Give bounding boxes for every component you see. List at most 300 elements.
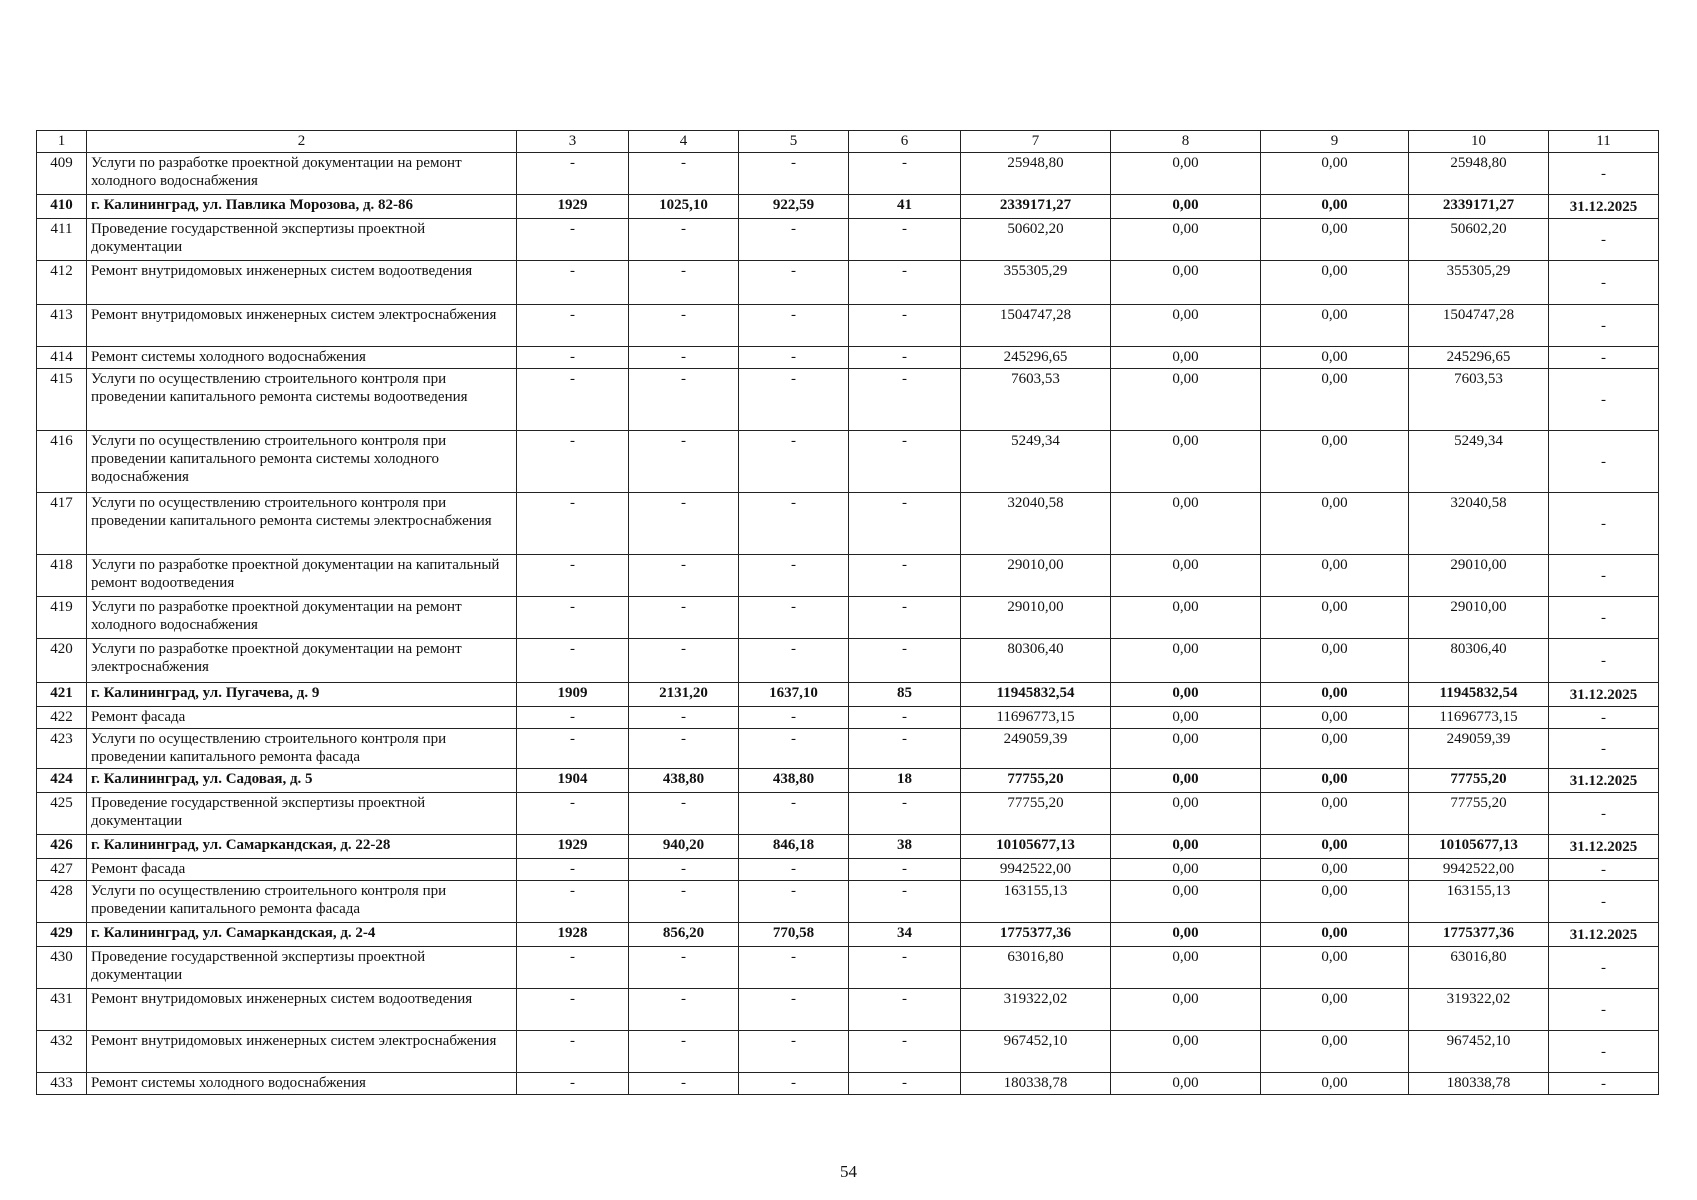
col-7-value: 77755,20 — [961, 769, 1111, 793]
col-6-value: 34 — [849, 923, 961, 947]
col-7-value: 5249,34 — [961, 431, 1111, 493]
col-9-value: 0,00 — [1261, 493, 1409, 555]
col-8-value: 0,00 — [1111, 947, 1261, 989]
col-11-value: - — [1549, 369, 1659, 431]
col-7-value: 319322,02 — [961, 989, 1111, 1031]
col-11-value: - — [1549, 947, 1659, 989]
col-10-value: 63016,80 — [1409, 947, 1549, 989]
row-number: 432 — [37, 1031, 87, 1073]
col-6-value: - — [849, 1031, 961, 1073]
col-10-value: 77755,20 — [1409, 769, 1549, 793]
col-8-value: 0,00 — [1111, 493, 1261, 555]
column-number-header-row — [37, 131, 1659, 153]
row-number: 411 — [37, 219, 87, 261]
col-8-value: 0,00 — [1111, 793, 1261, 835]
col-4-value: - — [629, 1031, 739, 1073]
table-row — [37, 1073, 1659, 1095]
table-row — [37, 947, 1659, 989]
col-11-value: - — [1549, 729, 1659, 769]
col-7-value: 50602,20 — [961, 219, 1111, 261]
col-4-value: - — [629, 555, 739, 597]
row-number: 433 — [37, 1073, 87, 1095]
col-7-value: 32040,58 — [961, 493, 1111, 555]
col-7-value: 1775377,36 — [961, 923, 1111, 947]
item-name: Ремонт внутридомовых инженерных систем водоотведения — [87, 989, 517, 1031]
col-5-value: - — [739, 555, 849, 597]
col-11-value: - — [1549, 859, 1659, 881]
col-6-value: - — [849, 493, 961, 555]
col-10-value: 25948,80 — [1409, 153, 1549, 195]
col-8-value: 0,00 — [1111, 153, 1261, 195]
col-5-value: 438,80 — [739, 769, 849, 793]
col-5-value: - — [739, 881, 849, 923]
row-number: 419 — [37, 597, 87, 639]
page-number: 54 — [840, 1162, 857, 1181]
table-row — [37, 347, 1659, 369]
col-5-value: - — [739, 347, 849, 369]
col-3-value: - — [517, 153, 629, 195]
col-8-value: 0,00 — [1111, 729, 1261, 769]
col-5-value: - — [739, 493, 849, 555]
col-5-value: - — [739, 707, 849, 729]
col-7-value: 355305,29 — [961, 261, 1111, 305]
col-11-value: 31.12.2025 — [1549, 835, 1659, 859]
col-10-value: 9942522,00 — [1409, 859, 1549, 881]
col-4-value: - — [629, 881, 739, 923]
col-8-value: 0,00 — [1111, 639, 1261, 683]
col-8-value: 0,00 — [1111, 555, 1261, 597]
row-number: 423 — [37, 729, 87, 769]
col-10-value: 29010,00 — [1409, 597, 1549, 639]
col-6-value: - — [849, 153, 961, 195]
col-11-value: - — [1549, 597, 1659, 639]
col-3-value: - — [517, 729, 629, 769]
row-number: 414 — [37, 347, 87, 369]
table-row — [37, 923, 1659, 947]
row-number: 418 — [37, 555, 87, 597]
table-row — [37, 597, 1659, 639]
col-11-value: - — [1549, 493, 1659, 555]
col-8-value: 0,00 — [1111, 347, 1261, 369]
row-number: 413 — [37, 305, 87, 347]
col-11-value: - — [1549, 305, 1659, 347]
col-5-value: - — [739, 431, 849, 493]
table-row — [37, 493, 1659, 555]
col-8-value: 0,00 — [1111, 989, 1261, 1031]
col-11-value: - — [1549, 1031, 1659, 1073]
row-number: 429 — [37, 923, 87, 947]
col-4-value: 940,20 — [629, 835, 739, 859]
column-header: 3 — [517, 131, 629, 153]
col-5-value: - — [739, 597, 849, 639]
col-7-value: 11696773,15 — [961, 707, 1111, 729]
col-10-value: 967452,10 — [1409, 1031, 1549, 1073]
table-row — [37, 639, 1659, 683]
col-3-value: 1909 — [517, 683, 629, 707]
row-number: 409 — [37, 153, 87, 195]
col-6-value: - — [849, 707, 961, 729]
item-name: г. Калининград, ул. Пугачева, д. 9 — [87, 683, 517, 707]
col-5-value: - — [739, 153, 849, 195]
col-9-value: 0,00 — [1261, 859, 1409, 881]
col-10-value: 29010,00 — [1409, 555, 1549, 597]
document-sheet — [36, 130, 1658, 1095]
table-row — [37, 769, 1659, 793]
col-7-value: 9942522,00 — [961, 859, 1111, 881]
col-8-value: 0,00 — [1111, 219, 1261, 261]
col-10-value: 10105677,13 — [1409, 835, 1549, 859]
row-number: 426 — [37, 835, 87, 859]
column-header: 11 — [1549, 131, 1659, 153]
col-10-value: 245296,65 — [1409, 347, 1549, 369]
col-8-value: 0,00 — [1111, 431, 1261, 493]
col-6-value: - — [849, 947, 961, 989]
col-8-value: 0,00 — [1111, 261, 1261, 305]
col-7-value: 180338,78 — [961, 1073, 1111, 1095]
column-header: 2 — [87, 131, 517, 153]
col-5-value: - — [739, 989, 849, 1031]
col-9-value: 0,00 — [1261, 881, 1409, 923]
col-5-value: - — [739, 1031, 849, 1073]
col-11-value: - — [1549, 881, 1659, 923]
col-5-value: 770,58 — [739, 923, 849, 947]
col-11-value: 31.12.2025 — [1549, 923, 1659, 947]
col-6-value: 41 — [849, 195, 961, 219]
col-11-value: - — [1549, 1073, 1659, 1095]
item-name: Услуги по осуществлению строительного контроля при проведении капитального ремонта системы электроснабжения — [87, 493, 517, 555]
column-header: 10 — [1409, 131, 1549, 153]
table-row — [37, 153, 1659, 195]
col-3-value: - — [517, 431, 629, 493]
col-9-value: 0,00 — [1261, 947, 1409, 989]
row-number: 417 — [37, 493, 87, 555]
col-8-value: 0,00 — [1111, 923, 1261, 947]
col-9-value: 0,00 — [1261, 793, 1409, 835]
col-6-value: - — [849, 597, 961, 639]
col-10-value: 50602,20 — [1409, 219, 1549, 261]
col-3-value: 1929 — [517, 835, 629, 859]
item-name: г. Калининград, ул. Павлика Морозова, д. 82-86 — [87, 195, 517, 219]
col-4-value: - — [629, 639, 739, 683]
col-11-value: - — [1549, 793, 1659, 835]
col-8-value: 0,00 — [1111, 835, 1261, 859]
col-3-value: 1904 — [517, 769, 629, 793]
col-7-value: 63016,80 — [961, 947, 1111, 989]
col-3-value: - — [517, 597, 629, 639]
col-6-value: - — [849, 989, 961, 1031]
col-10-value: 80306,40 — [1409, 639, 1549, 683]
col-7-value: 10105677,13 — [961, 835, 1111, 859]
table-row — [37, 729, 1659, 769]
col-4-value: 438,80 — [629, 769, 739, 793]
table-row — [37, 835, 1659, 859]
col-8-value: 0,00 — [1111, 707, 1261, 729]
table-row — [37, 683, 1659, 707]
table-row — [37, 261, 1659, 305]
col-6-value: 85 — [849, 683, 961, 707]
col-6-value: - — [849, 859, 961, 881]
col-9-value: 0,00 — [1261, 305, 1409, 347]
col-10-value: 77755,20 — [1409, 793, 1549, 835]
col-7-value: 29010,00 — [961, 597, 1111, 639]
col-7-value: 25948,80 — [961, 153, 1111, 195]
item-name: Ремонт фасада — [87, 859, 517, 881]
col-6-value: - — [849, 555, 961, 597]
row-number: 430 — [37, 947, 87, 989]
table-row — [37, 707, 1659, 729]
col-6-value: - — [849, 261, 961, 305]
col-3-value: - — [517, 369, 629, 431]
col-10-value: 1775377,36 — [1409, 923, 1549, 947]
col-10-value: 355305,29 — [1409, 261, 1549, 305]
col-4-value: 856,20 — [629, 923, 739, 947]
col-11-value: - — [1549, 989, 1659, 1031]
item-name: Услуги по разработке проектной документации на ремонт холодного водоснабжения — [87, 597, 517, 639]
col-4-value: - — [629, 369, 739, 431]
item-name: Услуги по осуществлению строительного контроля при проведении капитального ремонта фасада — [87, 881, 517, 923]
col-9-value: 0,00 — [1261, 1073, 1409, 1095]
col-9-value: 0,00 — [1261, 989, 1409, 1031]
col-9-value: 0,00 — [1261, 431, 1409, 493]
col-4-value: - — [629, 493, 739, 555]
col-10-value: 180338,78 — [1409, 1073, 1549, 1095]
column-header: 5 — [739, 131, 849, 153]
col-6-value: - — [849, 729, 961, 769]
col-5-value: - — [739, 639, 849, 683]
item-name: Ремонт внутридомовых инженерных систем электроснабжения — [87, 1031, 517, 1073]
col-5-value: - — [739, 305, 849, 347]
item-name: г. Калининград, ул. Садовая, д. 5 — [87, 769, 517, 793]
col-3-value: - — [517, 347, 629, 369]
table-row — [37, 555, 1659, 597]
col-3-value: 1929 — [517, 195, 629, 219]
column-header: 6 — [849, 131, 961, 153]
repair-program-table — [36, 130, 1659, 1095]
col-7-value: 7603,53 — [961, 369, 1111, 431]
col-11-value: - — [1549, 347, 1659, 369]
col-10-value: 7603,53 — [1409, 369, 1549, 431]
col-9-value: 0,00 — [1261, 707, 1409, 729]
col-9-value: 0,00 — [1261, 261, 1409, 305]
column-header: 4 — [629, 131, 739, 153]
col-8-value: 0,00 — [1111, 1073, 1261, 1095]
item-name: Ремонт системы холодного водоснабжения — [87, 347, 517, 369]
col-5-value: - — [739, 729, 849, 769]
col-10-value: 1504747,28 — [1409, 305, 1549, 347]
col-5-value: - — [739, 369, 849, 431]
col-9-value: 0,00 — [1261, 639, 1409, 683]
col-5-value: - — [739, 947, 849, 989]
table-row — [37, 859, 1659, 881]
col-3-value: - — [517, 989, 629, 1031]
col-8-value: 0,00 — [1111, 597, 1261, 639]
col-3-value: - — [517, 859, 629, 881]
row-number: 425 — [37, 793, 87, 835]
col-3-value: - — [517, 707, 629, 729]
col-9-value: 0,00 — [1261, 1031, 1409, 1073]
row-number: 427 — [37, 859, 87, 881]
col-9-value: 0,00 — [1261, 369, 1409, 431]
row-number: 431 — [37, 989, 87, 1031]
col-9-value: 0,00 — [1261, 835, 1409, 859]
col-4-value: - — [629, 707, 739, 729]
col-3-value: - — [517, 219, 629, 261]
col-7-value: 1504747,28 — [961, 305, 1111, 347]
col-11-value: - — [1549, 219, 1659, 261]
col-5-value: - — [739, 261, 849, 305]
column-header: 7 — [961, 131, 1111, 153]
col-11-value: 31.12.2025 — [1549, 195, 1659, 219]
col-3-value: - — [517, 793, 629, 835]
col-4-value: - — [629, 431, 739, 493]
col-6-value: - — [849, 369, 961, 431]
row-number: 412 — [37, 261, 87, 305]
col-9-value: 0,00 — [1261, 153, 1409, 195]
table-row — [37, 1031, 1659, 1073]
col-5-value: 846,18 — [739, 835, 849, 859]
col-4-value: - — [629, 305, 739, 347]
col-8-value: 0,00 — [1111, 683, 1261, 707]
col-8-value: 0,00 — [1111, 859, 1261, 881]
table-row — [37, 989, 1659, 1031]
col-7-value: 249059,39 — [961, 729, 1111, 769]
item-name: Услуги по разработке проектной документации на ремонт электроснабжения — [87, 639, 517, 683]
col-4-value: - — [629, 989, 739, 1031]
col-4-value: - — [629, 947, 739, 989]
col-5-value: 922,59 — [739, 195, 849, 219]
row-number: 421 — [37, 683, 87, 707]
col-8-value: 0,00 — [1111, 1031, 1261, 1073]
col-3-value: - — [517, 555, 629, 597]
col-4-value: - — [629, 859, 739, 881]
col-6-value: - — [849, 219, 961, 261]
col-10-value: 2339171,27 — [1409, 195, 1549, 219]
col-10-value: 319322,02 — [1409, 989, 1549, 1031]
col-6-value: 38 — [849, 835, 961, 859]
row-number: 415 — [37, 369, 87, 431]
item-name: Ремонт внутридомовых инженерных систем водоотведения — [87, 261, 517, 305]
table-row — [37, 305, 1659, 347]
item-name: г. Калининград, ул. Самаркандская, д. 22-28 — [87, 835, 517, 859]
col-6-value: 18 — [849, 769, 961, 793]
col-4-value: - — [629, 153, 739, 195]
table-row — [37, 369, 1659, 431]
col-11-value: - — [1549, 555, 1659, 597]
col-4-value: 1025,10 — [629, 195, 739, 219]
col-6-value: - — [849, 881, 961, 923]
col-3-value: - — [517, 493, 629, 555]
col-5-value: - — [739, 793, 849, 835]
col-6-value: - — [849, 793, 961, 835]
table-row — [37, 219, 1659, 261]
col-5-value: - — [739, 859, 849, 881]
col-9-value: 0,00 — [1261, 683, 1409, 707]
col-4-value: - — [629, 261, 739, 305]
col-6-value: - — [849, 347, 961, 369]
col-8-value: 0,00 — [1111, 881, 1261, 923]
row-number: 422 — [37, 707, 87, 729]
col-8-value: 0,00 — [1111, 305, 1261, 347]
col-9-value: 0,00 — [1261, 923, 1409, 947]
col-5-value: - — [739, 1073, 849, 1095]
col-11-value: - — [1549, 639, 1659, 683]
item-name: Проведение государственной экспертизы проектной документации — [87, 793, 517, 835]
col-3-value: - — [517, 947, 629, 989]
row-number: 416 — [37, 431, 87, 493]
item-name: Услуги по осуществлению строительного контроля при проведении капитального ремонта системы водоотведения — [87, 369, 517, 431]
col-10-value: 32040,58 — [1409, 493, 1549, 555]
col-6-value: - — [849, 305, 961, 347]
col-8-value: 0,00 — [1111, 369, 1261, 431]
row-number: 424 — [37, 769, 87, 793]
col-9-value: 0,00 — [1261, 769, 1409, 793]
item-name: Ремонт системы холодного водоснабжения — [87, 1073, 517, 1095]
row-number: 420 — [37, 639, 87, 683]
col-7-value: 2339171,27 — [961, 195, 1111, 219]
item-name: Услуги по разработке проектной документации на ремонт холодного водоснабжения — [87, 153, 517, 195]
col-7-value: 11945832,54 — [961, 683, 1111, 707]
col-10-value: 249059,39 — [1409, 729, 1549, 769]
col-10-value: 11696773,15 — [1409, 707, 1549, 729]
col-9-value: 0,00 — [1261, 219, 1409, 261]
col-10-value: 11945832,54 — [1409, 683, 1549, 707]
col-3-value: - — [517, 305, 629, 347]
col-3-value: 1928 — [517, 923, 629, 947]
col-11-value: - — [1549, 431, 1659, 493]
col-5-value: - — [739, 219, 849, 261]
col-3-value: - — [517, 261, 629, 305]
col-10-value: 163155,13 — [1409, 881, 1549, 923]
col-11-value: - — [1549, 153, 1659, 195]
col-9-value: 0,00 — [1261, 347, 1409, 369]
col-9-value: 0,00 — [1261, 597, 1409, 639]
col-10-value: 5249,34 — [1409, 431, 1549, 493]
col-7-value: 967452,10 — [961, 1031, 1111, 1073]
col-9-value: 0,00 — [1261, 729, 1409, 769]
col-11-value: - — [1549, 261, 1659, 305]
row-number: 410 — [37, 195, 87, 219]
col-11-value: - — [1549, 707, 1659, 729]
item-name: г. Калининград, ул. Самаркандская, д. 2-4 — [87, 923, 517, 947]
table-row — [37, 793, 1659, 835]
col-6-value: - — [849, 1073, 961, 1095]
column-header: 9 — [1261, 131, 1409, 153]
col-3-value: - — [517, 1073, 629, 1095]
col-4-value: - — [629, 347, 739, 369]
col-6-value: - — [849, 431, 961, 493]
item-name: Услуги по осуществлению строительного контроля при проведении капитального ремонта системы холодного водоснабжения — [87, 431, 517, 493]
item-name: Услуги по разработке проектной документации на капитальный ремонт водоотведения — [87, 555, 517, 597]
col-11-value: 31.12.2025 — [1549, 769, 1659, 793]
col-11-value: 31.12.2025 — [1549, 683, 1659, 707]
item-name: Ремонт фасада — [87, 707, 517, 729]
col-4-value: - — [629, 597, 739, 639]
col-4-value: - — [629, 793, 739, 835]
item-name: Ремонт внутридомовых инженерных систем электроснабжения — [87, 305, 517, 347]
col-7-value: 29010,00 — [961, 555, 1111, 597]
table-row — [37, 195, 1659, 219]
col-8-value: 0,00 — [1111, 769, 1261, 793]
col-3-value: - — [517, 1031, 629, 1073]
item-name: Услуги по осуществлению строительного контроля при проведении капитального ремонта фасада — [87, 729, 517, 769]
col-3-value: - — [517, 881, 629, 923]
col-8-value: 0,00 — [1111, 195, 1261, 219]
col-4-value: - — [629, 1073, 739, 1095]
row-number: 428 — [37, 881, 87, 923]
col-7-value: 245296,65 — [961, 347, 1111, 369]
col-7-value: 163155,13 — [961, 881, 1111, 923]
col-4-value: - — [629, 219, 739, 261]
